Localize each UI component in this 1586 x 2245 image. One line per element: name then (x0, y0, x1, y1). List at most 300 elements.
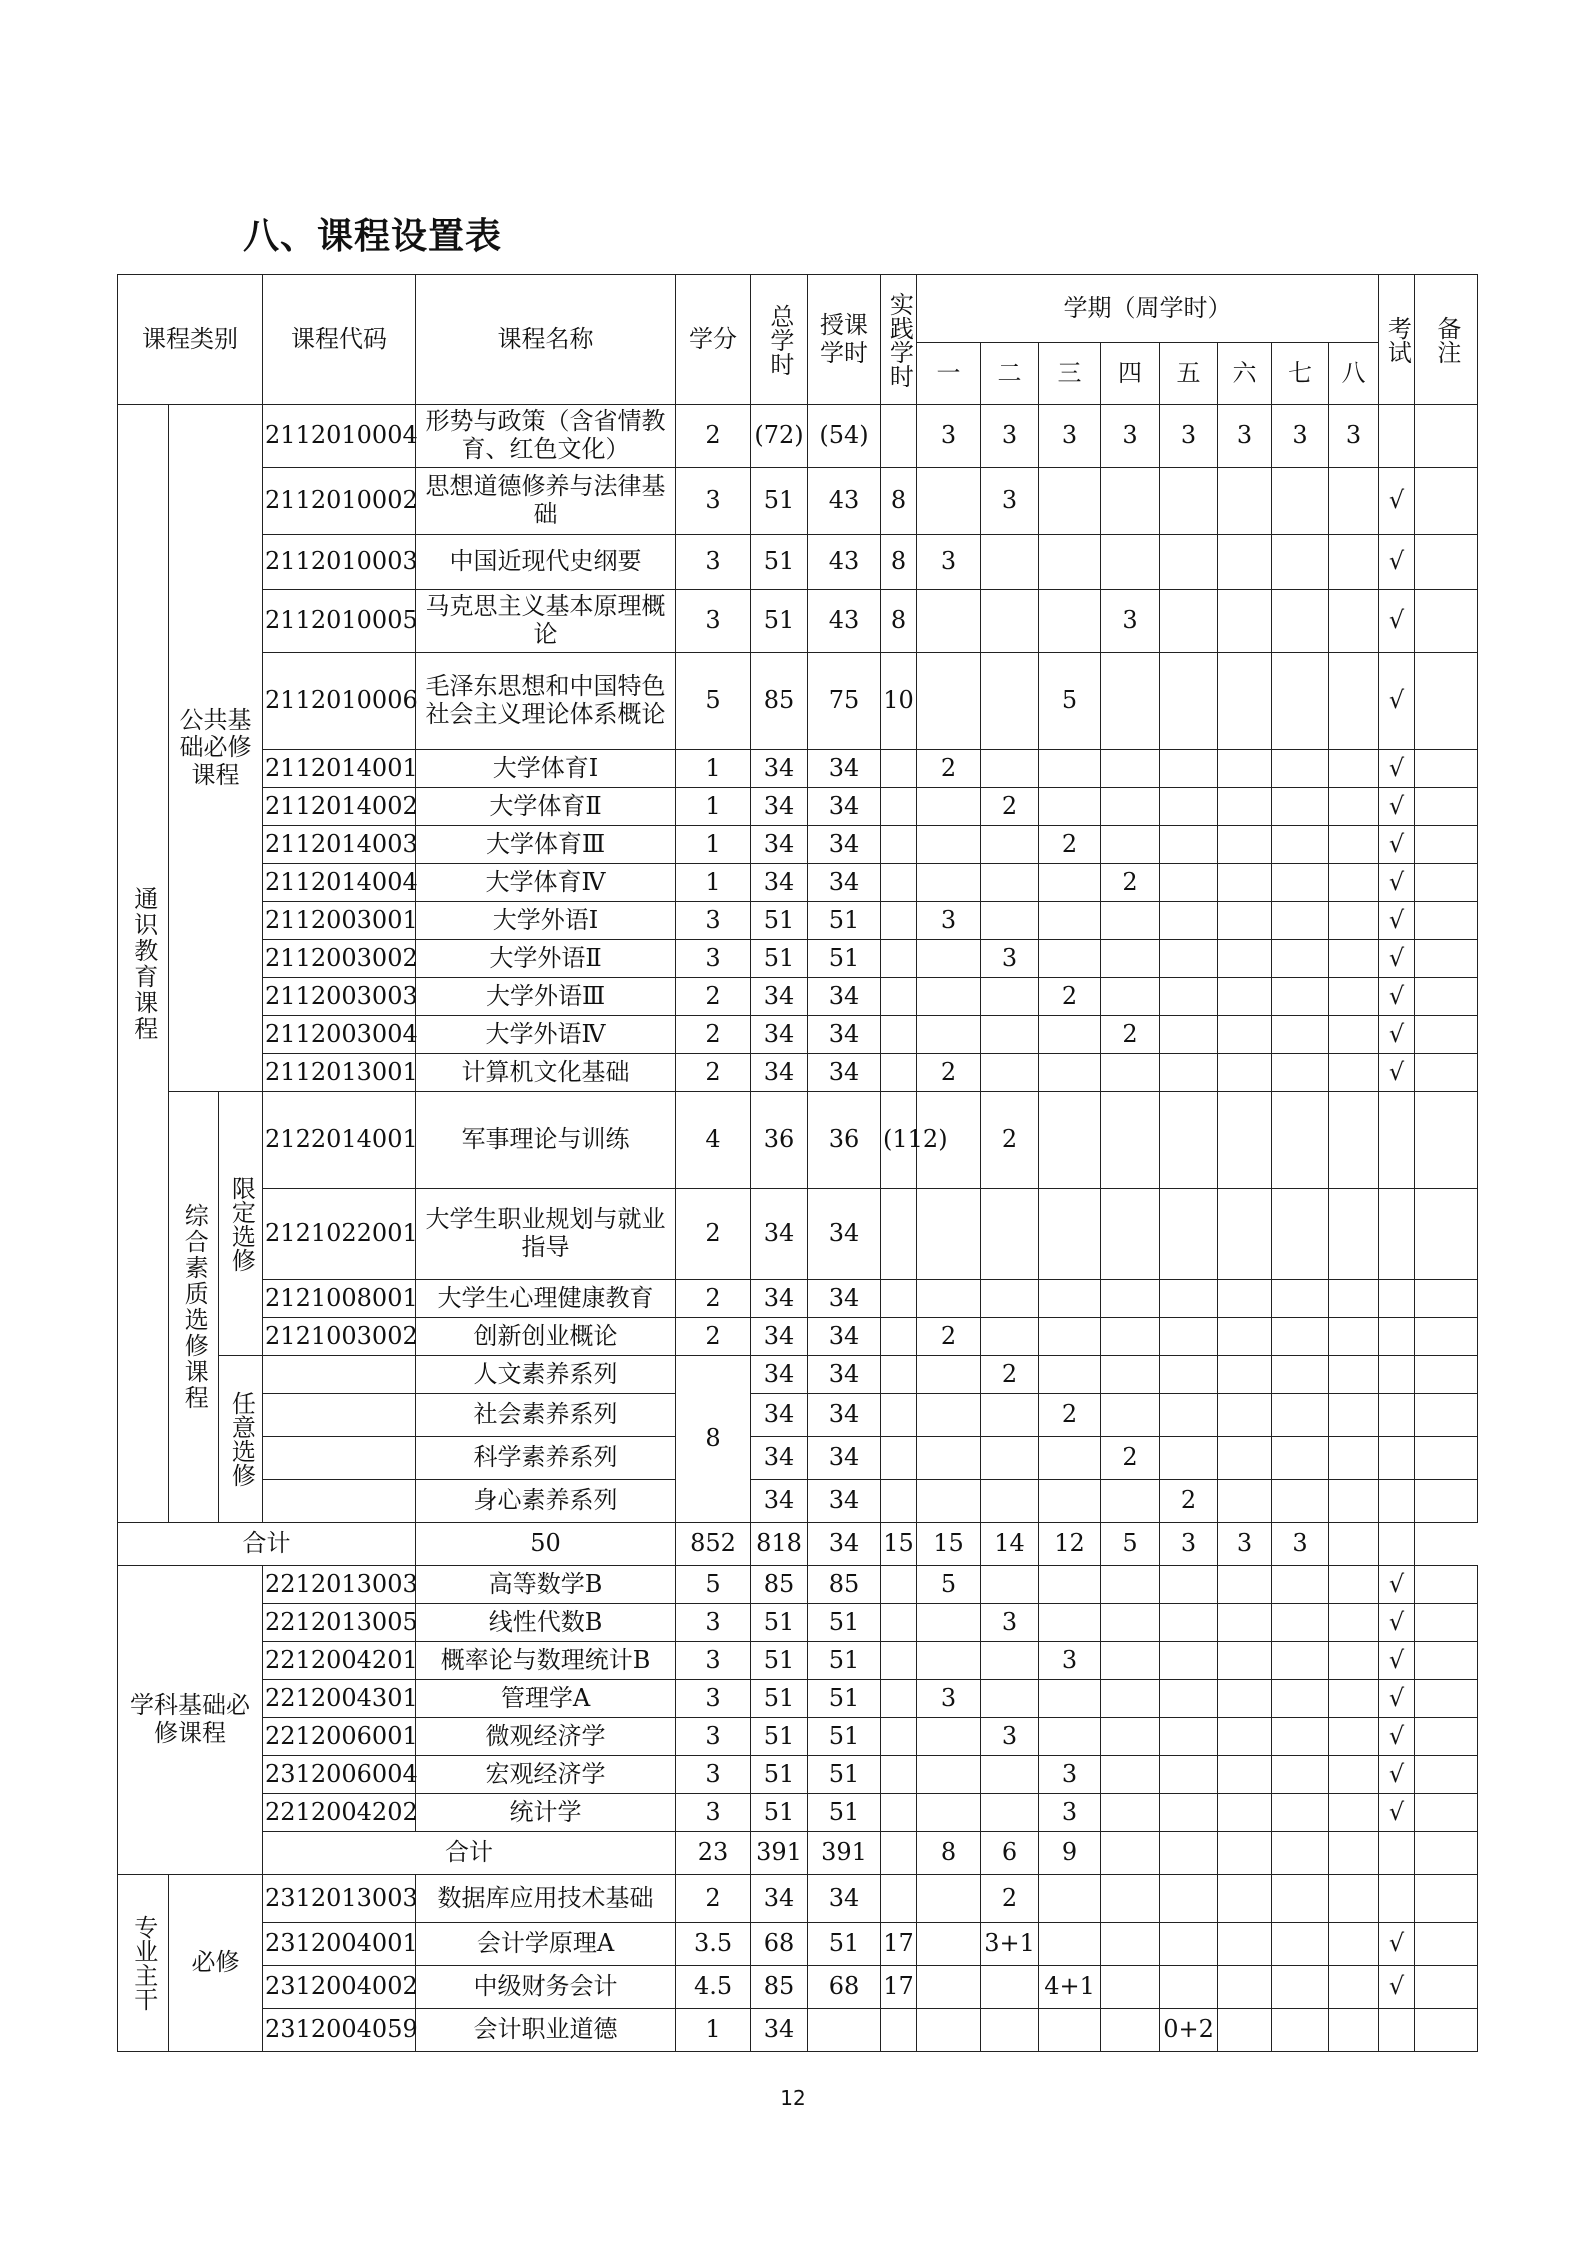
semester-hours (917, 590, 981, 653)
practice-hours: 17 (881, 1923, 917, 1966)
remark-cell (1415, 1318, 1478, 1356)
practice-hours (881, 1642, 917, 1680)
semester-hours (1272, 1356, 1329, 1394)
exam-mark: √ (1379, 468, 1415, 535)
practice-hours (881, 1016, 917, 1054)
semester-hours (1160, 1092, 1218, 1189)
semester-hours (1101, 826, 1160, 864)
semester-hours: 2 (917, 1054, 981, 1092)
remark-cell (1415, 535, 1478, 590)
semester-hours (1329, 1794, 1379, 1832)
semester-hours (1272, 902, 1329, 940)
total-hours: 34 (751, 826, 808, 864)
practice-hours (881, 1566, 917, 1604)
exam-mark: √ (1379, 535, 1415, 590)
semester-hours (1329, 1875, 1379, 1923)
category-comprehensive: 综合素质选修课程 (169, 1092, 219, 1523)
semester-hours (1039, 1680, 1101, 1718)
semester-hours (981, 1189, 1039, 1280)
semester-hours (1160, 864, 1218, 902)
semester-hours (1160, 1356, 1218, 1394)
table-row (118, 535, 1478, 590)
subtotal-semester: 14 (981, 1523, 1039, 1566)
semester-hours: 3+1 (981, 1923, 1039, 1966)
semester-hours (981, 902, 1039, 940)
course-code: 2112010004 (263, 405, 416, 468)
course-code: 2112010002 (263, 468, 416, 535)
remark-cell (1415, 864, 1478, 902)
semester-hours (1101, 750, 1160, 788)
semester-hours (917, 1280, 981, 1318)
subtotal-semester (1329, 1832, 1379, 1875)
semester-hours (1272, 1875, 1329, 1923)
course-credit: 3 (676, 535, 751, 590)
semester-hours (1101, 2009, 1160, 2052)
course-code: 2112013001 (263, 1054, 416, 1092)
category-optional: 任意选修 (219, 1356, 263, 1523)
lecture-hours: 34 (808, 1437, 881, 1480)
table-row (118, 1566, 1478, 1604)
semester-hours (1272, 1718, 1329, 1756)
subtotal-semester: 3 (1218, 1523, 1272, 1566)
semester-hours (981, 535, 1039, 590)
semester-hours (981, 1756, 1039, 1794)
semester-hours (1272, 940, 1329, 978)
semester-hours (1329, 590, 1379, 653)
semester-hours: 3 (1101, 405, 1160, 468)
semester-hours (1101, 1092, 1160, 1189)
semester-hours (1272, 1437, 1329, 1480)
semester-hours: 2 (981, 1092, 1039, 1189)
semester-hours: 3 (1329, 405, 1379, 468)
semester-hours (1218, 1280, 1272, 1318)
practice-hours: 8 (881, 468, 917, 535)
total-hours: 36 (751, 1092, 808, 1189)
semester-hours (1218, 590, 1272, 653)
lecture-hours: 51 (808, 1794, 881, 1832)
page-heading: 八、课程设置表 (243, 215, 503, 257)
exam-mark (1379, 1318, 1415, 1356)
semester-hours (1329, 2009, 1379, 2052)
semester-hours (917, 2009, 981, 2052)
remark-cell (1415, 1092, 1478, 1189)
remark-cell (1415, 1280, 1478, 1318)
semester-hours (1329, 1054, 1379, 1092)
semester-hours (981, 1480, 1039, 1523)
subtotal-semester: 5 (1101, 1523, 1160, 1566)
total-hours: 85 (751, 653, 808, 750)
practice-hours: 10 (881, 653, 917, 750)
semester-hours: 5 (1039, 653, 1101, 750)
subtotal-semester: 6 (981, 1832, 1039, 1875)
semester-hours (1272, 1016, 1329, 1054)
semester-hours (1101, 1318, 1160, 1356)
table-row (118, 788, 1478, 826)
course-name: 宏观经济学 (416, 1756, 676, 1794)
semester-hours (1272, 1680, 1329, 1718)
semester-hours (1101, 1604, 1160, 1642)
semester-hours (1101, 653, 1160, 750)
semester-hours (1272, 1189, 1329, 1280)
lecture-hours: 34 (808, 978, 881, 1016)
exam-mark: √ (1379, 978, 1415, 1016)
semester-hours (1039, 1437, 1101, 1480)
category-limited: 限定选修 (219, 1092, 263, 1356)
practice-hours (881, 1394, 917, 1437)
semester-hours (1218, 750, 1272, 788)
semester-hours (917, 1189, 981, 1280)
semester-hours (1160, 1189, 1218, 1280)
semester-hours (1272, 864, 1329, 902)
table-row (118, 1356, 1478, 1394)
optional-credit: 8 (676, 1356, 751, 1523)
semester-hours (1329, 1092, 1379, 1189)
semester-hours (917, 1642, 981, 1680)
exam-mark (1379, 1480, 1415, 1523)
table-row (118, 1642, 1478, 1680)
exam-mark: √ (1379, 1756, 1415, 1794)
total-hours: 51 (751, 468, 808, 535)
lecture-hours: 34 (808, 1280, 881, 1318)
semester-hours (981, 590, 1039, 653)
header-name: 课程名称 (416, 275, 676, 405)
exam-mark: √ (1379, 1016, 1415, 1054)
semester-hours (1039, 1875, 1101, 1923)
semester-hours (981, 826, 1039, 864)
lecture-hours (808, 2009, 881, 2052)
semester-hours (1101, 1280, 1160, 1318)
total-hours: 51 (751, 1718, 808, 1756)
practice-hours: 8 (881, 590, 917, 653)
semester-hours (1272, 1604, 1329, 1642)
total-hours: 51 (751, 535, 808, 590)
exam-mark: √ (1379, 1923, 1415, 1966)
subtotal-semester: 3 (1272, 1523, 1329, 1566)
table-row (118, 590, 1478, 653)
semester-hours (981, 1394, 1039, 1437)
semester-hours (1272, 1642, 1329, 1680)
semester-hours (1329, 826, 1379, 864)
exam-mark (1379, 1437, 1415, 1480)
subtotal-semester: 12 (1039, 1523, 1101, 1566)
exam-mark: √ (1379, 750, 1415, 788)
remark-cell (1415, 2009, 1478, 2052)
course-name: 形势与政策（含省情教育、红色文化） (416, 405, 676, 468)
semester-hours (1218, 1016, 1272, 1054)
header-code: 课程代码 (263, 275, 416, 405)
total-hours: 34 (751, 750, 808, 788)
semester-hours (1160, 653, 1218, 750)
course-code: 2112003002 (263, 940, 416, 978)
semester-hours (981, 1642, 1039, 1680)
total-hours: 34 (751, 1016, 808, 1054)
semester-hours (1101, 940, 1160, 978)
exam-mark: √ (1379, 1680, 1415, 1718)
remark-cell (1415, 1189, 1478, 1280)
practice-hours (881, 1680, 917, 1718)
semester-hours (1218, 1923, 1272, 1966)
exam-mark: √ (1379, 1794, 1415, 1832)
table-row (118, 1318, 1478, 1356)
subtotal-semester (1160, 1832, 1218, 1875)
table-row (118, 978, 1478, 1016)
semester-hours: 2 (1101, 1437, 1160, 1480)
semester-hours (1272, 1756, 1329, 1794)
practice-hours (881, 750, 917, 788)
semester-hours (1218, 864, 1272, 902)
semester-hours (1039, 902, 1101, 940)
semester-hours (1218, 902, 1272, 940)
practice-hours (881, 1356, 917, 1394)
total-hours: 34 (751, 978, 808, 1016)
semester-hours (1329, 978, 1379, 1016)
header-semester: 八 (1329, 343, 1379, 405)
practice-hours (881, 1875, 917, 1923)
semester-hours (1039, 468, 1101, 535)
subtotal-semester (1101, 1832, 1160, 1875)
semester-hours (1218, 1680, 1272, 1718)
lecture-hours: 43 (808, 468, 881, 535)
remark-cell (1415, 750, 1478, 788)
semester-hours (1101, 902, 1160, 940)
course-credit: 4 (676, 1092, 751, 1189)
practice-hours (881, 1756, 917, 1794)
total-hours: 34 (751, 1480, 808, 1523)
course-plan-table (117, 274, 1478, 2052)
course-code: 2112014001 (263, 750, 416, 788)
semester-hours (1329, 1642, 1379, 1680)
header-semester: 五 (1160, 343, 1218, 405)
semester-hours (917, 1356, 981, 1394)
course-code: 2121008001 (263, 1280, 416, 1318)
table-row (118, 826, 1478, 864)
semester-hours: 4+1 (1039, 1966, 1101, 2009)
semester-hours (1160, 1437, 1218, 1480)
semester-hours: 2 (917, 750, 981, 788)
course-code: 2112010006 (263, 653, 416, 750)
course-name: 会计职业道德 (416, 2009, 676, 2052)
semester-hours (1039, 1280, 1101, 1318)
semester-hours (1101, 1966, 1160, 2009)
category-major: 专业主干 (118, 1875, 169, 2052)
remark-cell (1415, 1566, 1478, 1604)
course-code: 2312006004 (263, 1756, 416, 1794)
semester-hours (1218, 1966, 1272, 2009)
table-row (118, 1016, 1478, 1054)
course-name: 大学生心理健康教育 (416, 1280, 676, 1318)
total-hours: 51 (751, 902, 808, 940)
subtotal-semester: 15 (917, 1523, 981, 1566)
total-hours: 34 (751, 1280, 808, 1318)
semester-hours (1218, 1794, 1272, 1832)
semester-hours (1218, 535, 1272, 590)
semester-hours (1101, 1356, 1160, 1394)
course-code: 2112014002 (263, 788, 416, 826)
table-row (118, 750, 1478, 788)
semester-hours (1329, 1189, 1379, 1280)
semester-hours (1329, 1394, 1379, 1437)
practice-hours (881, 1437, 917, 1480)
semester-hours: 3 (981, 1604, 1039, 1642)
semester-hours (1329, 1318, 1379, 1356)
subtotal-total: 391 (751, 1832, 808, 1875)
remark-cell (1415, 1718, 1478, 1756)
course-code (263, 1437, 416, 1480)
semester-hours (1272, 535, 1329, 590)
exam-mark (1379, 1280, 1415, 1318)
semester-hours (1272, 1394, 1329, 1437)
subtotal-credit: 50 (416, 1523, 676, 1566)
table-row (118, 653, 1478, 750)
table-row (118, 864, 1478, 902)
total-hours: 34 (751, 1875, 808, 1923)
semester-hours (1160, 1680, 1218, 1718)
course-credit: 5 (676, 1566, 751, 1604)
course-code: 2312004059 (263, 2009, 416, 2052)
semester-hours (1218, 1054, 1272, 1092)
semester-hours: 3 (917, 535, 981, 590)
practice-hours (881, 1280, 917, 1318)
semester-hours (1272, 1566, 1329, 1604)
semester-hours (1101, 1480, 1160, 1523)
total-hours: 34 (751, 1189, 808, 1280)
course-credit: 2 (676, 1016, 751, 1054)
exam-mark (1379, 1189, 1415, 1280)
course-name: 数据库应用技术基础 (416, 1875, 676, 1923)
course-name: 社会素养系列 (416, 1394, 676, 1437)
remark-cell (1415, 1437, 1478, 1480)
semester-hours (1329, 1966, 1379, 2009)
semester-hours (981, 653, 1039, 750)
semester-hours (1160, 1718, 1218, 1756)
semester-hours (1218, 1480, 1272, 1523)
semester-hours (1160, 1923, 1218, 1966)
header-remark: 备注 (1415, 275, 1478, 405)
exam-mark: √ (1379, 826, 1415, 864)
exam-cell (1379, 1832, 1415, 1875)
semester-hours (1272, 826, 1329, 864)
exam-mark: √ (1379, 1642, 1415, 1680)
course-credit: 3 (676, 1794, 751, 1832)
semester-hours (981, 1437, 1039, 1480)
total-hours: 85 (751, 1966, 808, 2009)
semester-hours (1218, 1642, 1272, 1680)
subtotal-semester: 3 (1160, 1523, 1218, 1566)
remark-cell (1415, 826, 1478, 864)
semester-hours (1329, 468, 1379, 535)
course-name: 概率论与数理统计B (416, 1642, 676, 1680)
total-hours: 34 (751, 1054, 808, 1092)
exam-mark (1379, 405, 1415, 468)
semester-hours (981, 1016, 1039, 1054)
semester-hours (1039, 864, 1101, 902)
course-credit: 1 (676, 826, 751, 864)
semester-hours (917, 1794, 981, 1832)
remark-cell (1415, 1054, 1478, 1092)
semester-hours (1329, 902, 1379, 940)
course-credit: 3 (676, 940, 751, 978)
remark-cell (1379, 1523, 1415, 1566)
practice-hours (881, 1718, 917, 1756)
exam-mark (1379, 2009, 1415, 2052)
table-row (118, 1092, 1478, 1189)
remark-cell (1415, 1875, 1478, 1923)
semester-hours (1272, 653, 1329, 750)
semester-hours (981, 1794, 1039, 1832)
total-hours: 34 (751, 1394, 808, 1437)
remark-cell (1415, 405, 1478, 468)
semester-hours (1039, 1318, 1101, 1356)
semester-hours (1218, 1718, 1272, 1756)
lecture-hours: 34 (808, 864, 881, 902)
semester-hours (1160, 1756, 1218, 1794)
total-hours: 51 (751, 940, 808, 978)
semester-hours (1218, 826, 1272, 864)
semester-hours (1329, 864, 1379, 902)
semester-hours (1160, 826, 1218, 864)
exam-mark (1379, 1356, 1415, 1394)
course-credit: 2 (676, 1280, 751, 1318)
semester-hours (1039, 940, 1101, 978)
semester-hours (1218, 1437, 1272, 1480)
practice-hours: 17 (881, 1966, 917, 2009)
course-code: 2212004202 (263, 1794, 416, 1832)
semester-hours (1329, 1437, 1379, 1480)
semester-hours (1329, 1280, 1379, 1318)
table-row (118, 405, 1478, 468)
lecture-hours: 34 (808, 1016, 881, 1054)
exam-mark: √ (1379, 788, 1415, 826)
practice-hours (881, 2009, 917, 2052)
category-discipline: 学科基础必修课程 (118, 1566, 263, 1875)
semester-hours (1101, 1189, 1160, 1280)
total-hours: 68 (751, 1923, 808, 1966)
subtotal-row (118, 1523, 1478, 1566)
semester-hours (1160, 1794, 1218, 1832)
remark-cell (1415, 788, 1478, 826)
remark-cell (1415, 978, 1478, 1016)
course-code: 2212006001 (263, 1718, 416, 1756)
course-code: 2112003001 (263, 902, 416, 940)
semester-hours: 3 (917, 1680, 981, 1718)
semester-hours (1101, 1718, 1160, 1756)
header-row (118, 275, 1478, 343)
semester-hours (1101, 1794, 1160, 1832)
exam-mark: √ (1379, 1054, 1415, 1092)
semester-hours (1039, 1566, 1101, 1604)
remark-cell (1415, 653, 1478, 750)
table-row (118, 1280, 1478, 1318)
course-name: 科学素养系列 (416, 1437, 676, 1480)
semester-hours: 3 (917, 902, 981, 940)
lecture-hours: 51 (808, 1680, 881, 1718)
lecture-hours: 68 (808, 1966, 881, 2009)
exam-mark: √ (1379, 590, 1415, 653)
table-row (118, 1756, 1478, 1794)
lecture-hours: 75 (808, 653, 881, 750)
lecture-hours: 51 (808, 1756, 881, 1794)
semester-hours (1329, 940, 1379, 978)
course-name: 身心素养系列 (416, 1480, 676, 1523)
table-row (118, 902, 1478, 940)
lecture-hours: 34 (808, 1394, 881, 1437)
subtotal-semester: 9 (1039, 1832, 1101, 1875)
course-name: 马克思主义基本原理概论 (416, 590, 676, 653)
course-credit: 2 (676, 1318, 751, 1356)
semester-hours (1272, 750, 1329, 788)
subtotal-practice: 34 (808, 1523, 881, 1566)
course-credit: 3 (676, 1718, 751, 1756)
